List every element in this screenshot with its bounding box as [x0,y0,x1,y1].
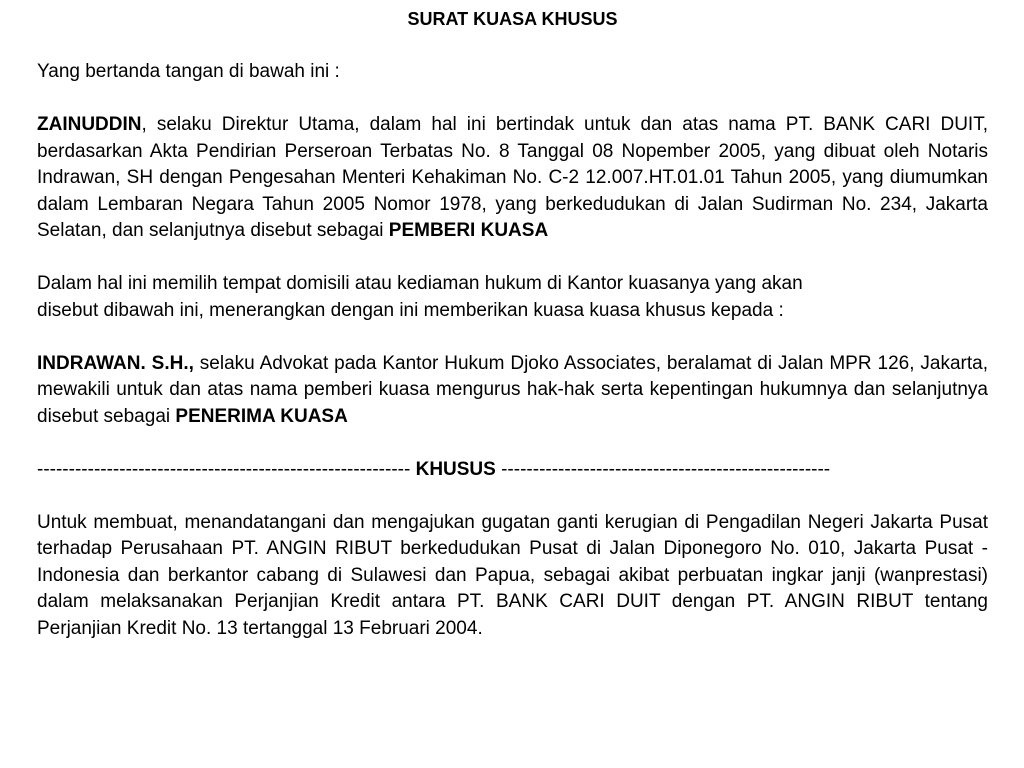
intro-text: Yang bertanda tangan di bawah ini : [37,61,340,82]
scope-paragraph: Untuk membuat, menandatangani dan mengajukan gugatan ganti kerugian di Pengadilan Negeri Jakarta Pusat terhadap Perusahaan PT. ANGIN RIBUT berkedudukan Pusat di Jalan Diponegoro No. 010, Jakarta Pusat - Indonesia dan berkantor cabang di Sulawesi dan Papua, sebagai akibat perbuatan ingkar janji (wanprestasi) dalam melaksanakan Perjanjian Kredit antara PT. BANK CARI DUIT dengan PT. ANGIN RIBUT tentang Perjanjian Kredit No. 13 tertanggal 13 Februari 2004. [37,511,988,639]
divider-right-dashes: ---------------------------------------------------- [501,458,831,480]
khusus-divider [37,457,988,484]
document-title: SURAT KUASA KHUSUS [407,9,618,29]
document-page [37,6,988,642]
spacer [37,33,988,60]
spacer [37,430,988,457]
spacer [37,245,988,272]
spacer [37,483,988,510]
domicile-line-2: disebut dibawah ini, menerangkan dengan ini memberikan kuasa kuasa khusus kepada : [37,299,784,321]
grantee-paragraph [37,351,988,431]
divider-label: KHUSUS [415,458,496,480]
grantee-role: PENERIMA KUASA [175,405,348,427]
spacer [37,324,988,351]
grantor-paragraph [37,112,988,245]
grantor-role: PEMBERI KUASA [388,220,549,241]
grantee-name: INDRAWAN. S.H., [37,352,194,374]
domicile-line-1: Dalam hal ini memilih tempat domisili atau kediaman hukum di Kantor kuasanya yang akan [37,273,803,294]
grantor-text: , selaku Direktur Utama, dalam hal ini bertindak untuk dan atas nama PT. BANK CARI DUIT, berdasarkan Akta Pendirian Perseroan Terbatas No. 8 Tanggal 08 Nopember 2005, yang dibuat oleh Notaris Indrawan, SH dengan Pengesahan Menteri Kehakiman No. C-2 12.007.HT.01.01 Tahun 2005, yang diumumkan dalam Lembaran Negara Tahun 2005 Nomor 1978, yang berkedudukan di Jalan Sudirman No. 234, Jakarta Selatan, dan selanjutnya disebut sebagai [37,114,988,241]
divider-left-dashes: ----------------------------------------------------------- [37,458,411,480]
grantee-text: selaku Advokat pada Kantor Hukum Djoko Associates, beralamat di Jalan MPR 126, Jakarta, mewakili untuk dan atas nama pemberi kuasa mengurus hak-hak serta kepentingan hukumnya dan selanjutnya disebut sebagai [37,352,988,427]
grantor-name: ZAINUDDIN [37,114,142,135]
spacer [37,86,988,113]
